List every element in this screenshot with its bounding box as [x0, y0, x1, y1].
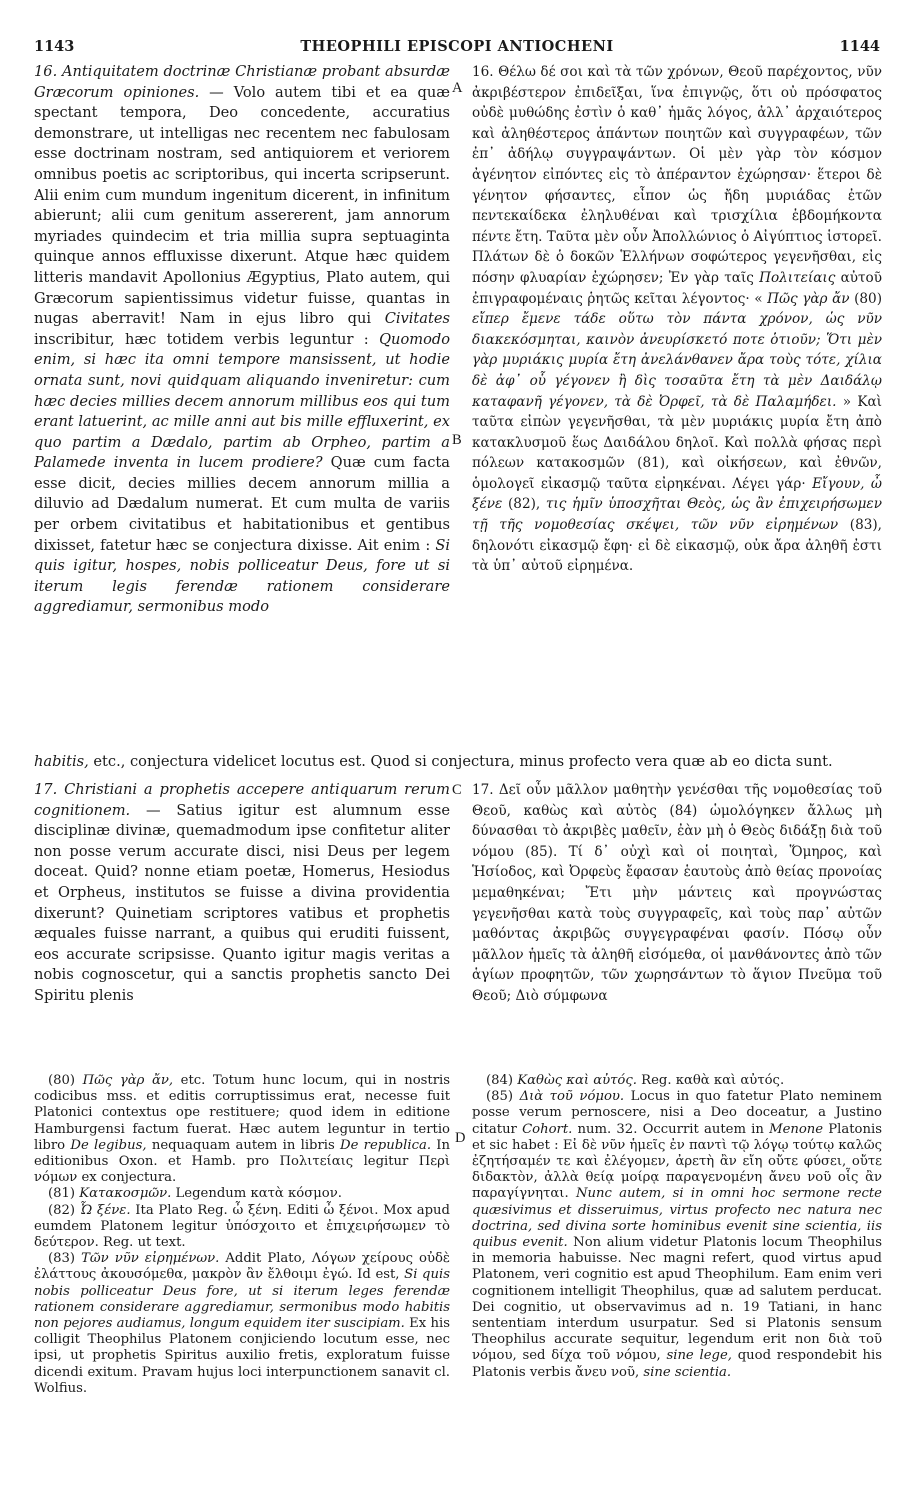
greek-16-text-d: (83), δηλονότι εἰκασμῷ ἔφη· εἰ δὲ εἰκασμῷ, οὐκ ἄρα ἀληθῆ ἐστι τὰ ὑπ᾽ αὐτοῦ εἰρημένα. [472, 517, 882, 575]
page-header [34, 38, 880, 60]
footnote-82: (82) Ὦ ξένε. Ita Plato Reg. ὦ ξένη. Editi ὦ ξένοι. Mox apud eumdem Platonem legitur ὑπόσχοιτο et ἐπιχειρήσωμεν τὸ δεύτερον. Reg. ut text. [34, 1202, 450, 1251]
footnote-84: (84) Καθὼς καὶ αὐτός. Reg. καθὰ καὶ αὐτός. [486, 1073, 785, 1088]
footnotes-left [34, 1073, 450, 1493]
latin-16-text-b: inscribitur, hæc totidem verbis leguntur : [34, 330, 380, 348]
footnotes-right [472, 1073, 882, 1493]
greek-16-quote-1: Πῶς γὰρ ἄν [767, 290, 850, 307]
greek-section-16 [472, 62, 882, 737]
footnote-83: (83) Τῶν νῦν εἰρημένων. Addit Plato, Λόγων χείρους οὐδὲ ἐλάττους ἀκουσόμεθα, μακρὸν ἂν ἔλθοιμι ἐγώ. Id est, Si quis nobis polliceatur Deus fore, ut si iterum leges ferendæ rationem considerare aggrediamur, sermonibus modo habitis non pejores audiamus, longum equidem iter suscipiam. Ex his colligit Theophilus Platonem conjiciendo locutum esse, nec ipsi, ut prophetis Spiritus auxilio fretis, exploratum fuisse dicendi exitum. Pravam hujus loci interpunctionem sanavit cl. Wolfius. [34, 1251, 450, 1396]
running-title: THEOPHILI EPISCOPI ANTIOCHENI [300, 38, 614, 55]
span-italic: habitis, [34, 752, 89, 770]
greek-section-17 [472, 780, 882, 1070]
latin-17-text: — Satius igitur est alumnum esse disciplinæ divinæ, quemadmodum ipse confitetur aliter non posse verum accurate disci, nisi Deus per legem doceat. Quid? nonne etiam poetæ, Homerus, Hesiodus et Orpheus, institutos se fuisse a divina providentia dixerunt? Quinetiam scriptores vatibus et prophetis æquales fuisse narrant, a quibus qui eruditi fuissent, eos accurate scripsisse. Quanto igitur magis veritas a nobis cognoscetur, qui a sanctis prophetis sancto Dei Spiritu plenis [34, 801, 450, 1004]
greek-16-text-a: 16. Θέλω δέ σοι καὶ τὰ τῶν χρόνων, Θεοῦ παρέχοντος, νῦν ἀκριβέστερον ἐπιδεῖξαι, ἵνα ἐπιγνῷς, ὅτι οὐ πρόσφατος οὐδὲ μυθώδης ἐστὶν ὁ καθ᾽ ἡμᾶς λόγος, ἀλλ᾽ ἀρχαιότερος καὶ ἀληθέστερος ἁπάντων ποιητῶν καὶ συγγραφέων, τῶν ἐπ᾽ ἀδήλῳ συγγραψάντων. Οἱ μὲν γὰρ τὸν κόσμον ἀγένητον εἰπόντες εἰς τὸ ἀπέραντον ἐχώρησαν· ἕτεροι δὲ γένητον φήσαντες, εἶπον ὡς ἤδη μυριάδας ἐτῶν πεντεκαίδεκα ἐληλυθέναι καὶ τρισχίλια ἑβδομήκοντα πέντε ἔτη. Ταῦτα μὲν οὖν Ἀπολλώνιος ὁ Αἰγύπτιος ἱστορεῖ. Πλάτων δὲ ὁ δοκῶν Ἑλλήνων σοφώτερος γεγενῆσθαι, εἰς πόσην φλυαρίαν ἐχώρησεν; Ἐν γὰρ ταῖς [472, 64, 882, 286]
greek-16-note-80: (80) [849, 290, 882, 307]
page-number-right: 1144 [839, 38, 880, 55]
margin-marker-c: C [452, 782, 462, 798]
latin-16-civitates: Civitates [384, 310, 450, 328]
margin-marker-d: D [455, 1130, 466, 1146]
greek-16-quote-3: Εἴγουν, ὦ ξένε [472, 475, 882, 513]
greek-17-text: 17. Δεῖ οὖν μᾶλλον μαθητὴν γενέσθαι τῆς νομοθεσίας τοῦ Θεοῦ, καθὼς καὶ αὐτὸς (84) ὡμολόγηκεν ἄλλως μὴ δύνασθαι τὸ ἀκριβὲς μαθεῖν, ἐὰν μὴ ὁ Θεὸς διδάξῃ διὰ τοῦ νόμου (85). Τί δ᾽ οὐχὶ καὶ οἱ ποιηταὶ, Ὅμηρος, καὶ Ἡσίοδος, καὶ Ὀρφεὺς ἔφασαν ἑαυτοὺς ἀπὸ θείας προνοίας μεμαθηκέναι; Ἔτι μὴν μάντεις καὶ προγνώστας γεγενῆσθαι κατὰ τοὺς συγγραφεῖς, καὶ τοὺς παρ᾽ αὐτῶν μαθόντας ἀκριβῶς συγγεγραφέναι φασίν. Πόσῳ οὖν μᾶλλον ἡμεῖς τὰ ἀληθῆ εἰσόμεθα, οἱ μανθάνοντες ἀπὸ τῶν ἁγίων προφητῶν, τῶν χωρησάντων τὸ ἅγιον Πνεῦμα τοῦ Θεοῦ; Διὸ σύμφωνα [472, 782, 882, 1004]
margin-marker-b: B [452, 432, 462, 448]
greek-16-politeiais: Πολιτείαις [759, 269, 836, 286]
latin-16-text-c: Quæ cum facta esse dicit, decies millies decem annorum millia a diluvio ad Dædalum numerat. Et cum multa de variis per orbem civitatibus et habitationibus et gentibus dixisset, fatetur hæc se conjectura dixisse. Ait enim : [34, 454, 450, 554]
latin-16-heading: 16. Antiquitatem doctrinæ Christianæ probant absurdæ Græcorum opiniones. [34, 63, 450, 101]
latin-16-text-a: — Volo autem tibi et ea quæ spectant tempora, Deo concedente, accuratius demonstrare, ut intelligas nec recentem nec fabulosam esse doctrinam nostram, sed antiquiorem et veriorem omnibus poetis ac scriptoribus, qui incerta scripserunt. Alii enim cum mundum ingenitum dicerent, in infinitum abierunt; alii cum genitum assererent, jam annorum myriades quindecim et tria millia supra septuaginta quinque annos effluxisse dixerunt. Atque hæc quidem litteris mandavit Apollonius Ægyptius, Plato autem, qui Græcorum sapientissimus videtur fuisse, quantas in nugas aberravit! Nam in ejus libro qui [34, 83, 450, 328]
greek-16-quote-4: τις ἡμῖν ὑποσχῆται Θεὸς, ὡς ἂν ἐπιχειρήσωμεν τῇ τῆς νομοθεσίας σκέψει, τῶν νῦν εἰρημένων [472, 496, 882, 534]
greek-16-note-82: (82), [502, 496, 546, 513]
footnote-85: (85) Διὰ τοῦ νόμου. Locus in quo fatetur Plato neminem posse verum pernoscere, nisi a Deo doceatur, a Justino citatur Cohort. num. 32. Occurrit autem in Menone Platonis et sic habet : Εἰ δὲ νῦν ἡμεῖς ἐν παντὶ τῷ λόγῳ τούτῳ καλῶς ἐζητήσαμέν τε καὶ ἐλέγομεν, ἀρετὴ ἂν εἴη οὔτε φύσει, οὔτε διδακτὸν, ἀλλὰ θείᾳ μοίρᾳ παραγενομένη ἄνευ νοῦ οἷς ἂν παραγίγνηται. Nunc autem, si in omni hoc sermone recte quæsivimus et disseruimus, virtus profecto nec natura nec doctrina, sed divina sorte hominibus evenit sine scientia, iis quibus evenit. Non alium videtur Platonis locum Theophilus in memoria habuisse. Nec magni refert, quod virtus apud Platonem, veri cognitio est apud Theophilum. Eam enim veri cognitionem intelligit Theophilus, quæ ad salutem perducat. Dei cognitio, ut observavimus ad n. 19 Tatiani, in hanc sententiam interdum usurpatur. Sed si Platonis sensum Theophilus accurate sequitur, legendum erit non διὰ τοῦ νόμου, sed δίχα τοῦ νόμου, sine lege, quod respondebit his Platonis verbis ἄνευ νοῦ, sine scientia. [472, 1089, 882, 1380]
margin-marker-a: A [452, 80, 463, 96]
latin-17-heading: 17. Christiani a prophetis accepere antiquarum rerum cognitionem. [34, 781, 450, 819]
footnote-80: (80) Πῶς γὰρ ἄν, etc. Totum hunc locum, qui in nostris codicibus mss. et editis corruptissimus erat, necesse fuit Platonici contextus ope restituere; quod idem in editione Hamburgensi factum fuerat. Hæc autem leguntur in tertio libro De legibus, nequaquam autem in libris De republica. In editionibus Oxon. et Hamb. pro Πολιτείαις legitur Περὶ νόμων ex conjectura. [34, 1073, 450, 1186]
greek-16-text-b: αὐτοῦ ἐπιγραφομέναις ῥητῶς κεῖται λέγοντος· « [472, 269, 882, 307]
latin-section-17 [34, 780, 450, 1070]
latin-16-quote: Quomodo enim, si hæc ita omni tempore mansissent, ut hodie ornata sunt, novi quidquam aliquando inveniretur: cum hæc decies millies decem annorum millibus eos qui tum erant latuerint, ac mille anni aut bis mille effluxerint, ex quo partim a Dædalo, partim ab Orpheo, partim a Palamede inventa in lucem prodiere? [34, 330, 450, 472]
page-number-left: 1143 [34, 38, 75, 55]
span-text: etc., conjectura videlicet locutus est. Quod si conjectura, minus profecto vera quæ ab eo dicta sunt. [88, 752, 833, 770]
latin-section-16 [34, 62, 450, 737]
footnote-81: (81) Κατακοσμῶν. Legendum κατὰ κόσμον. [48, 1186, 342, 1202]
latin-16-quote-2: Si quis igitur, hospes, nobis polliceatur Deus, fore ut si iterum legis ferendæ rationem considerare aggrediamur, sermonibus modo [34, 536, 450, 616]
greek-16-quote-2: εἴπερ ἔμενε τάδε οὕτω τὸν πάντα χρόνον, ὡς νῦν διακεκόσμηται, καινὸν ἀνευρίσκετό ποτε ὁτιοῦν; Ὅτι μὲν γὰρ μυριάκις μυρία ἔτη ἀνελάνθανεν ἄρα τοὺς τότε, χίλια δὲ ἀφ᾽ οὗ γέγονεν ἢ δὶς τοσαῦτα ἔτη τὰ μὲν Δαιδάλῳ καταφανῆ γέγονεν, τὰ δὲ Ὀρφεῖ, τὰ δὲ Παλαμήδει. [472, 311, 882, 410]
greek-16-text-c: » Καὶ ταῦτα εἰπὼν γεγενῆσθαι, τὰ μὲν μυριάκις μυρία ἔτη ἀπὸ κατακλυσμοῦ ἕως Δαιδάλου δηλοῖ. Καὶ πολλὰ φήσας περὶ πόλεων κατακοσμῶν (81), καὶ οἰκήσεων, καὶ ἐθνῶν, ὁμολογεῖ εἰκασμῷ ταῦτα εἰρηκέναι. Λέγει γάρ· [472, 393, 882, 492]
